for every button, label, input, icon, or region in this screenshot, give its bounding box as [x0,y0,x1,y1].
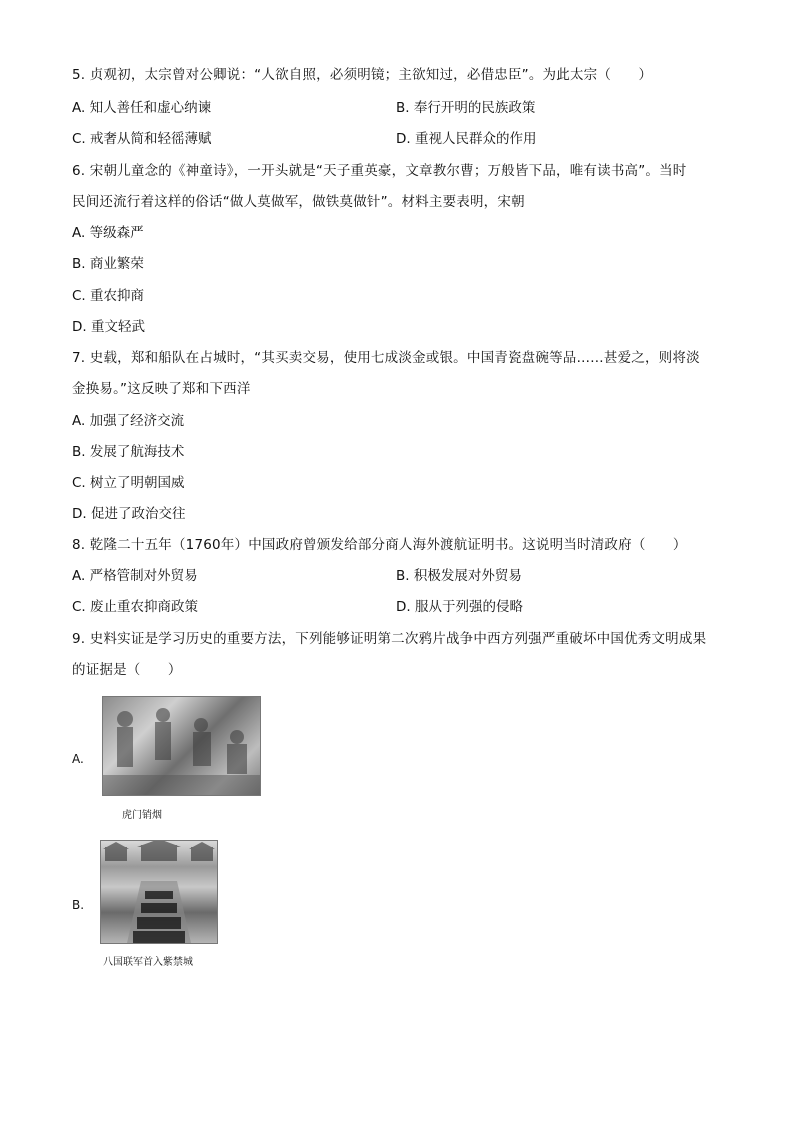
q6-option-a: A. 等级森严 [72,225,144,241]
q6-option-c: C. 重农抑商 [72,288,145,304]
q5-stem: 5. 贞观初，太宗曾对公卿说：“人欲自照，必须明镜；主欲知过，必借忠臣”。为此太宗（ ） [72,67,653,83]
q5-option-a: A. 知人善任和虚心纳谏 [72,100,212,116]
q7-stem-line1: 7. 史载，郑和船队在占城时，“其买卖交易，使用七成淡金或银。中国青瓷盘碗等品……甚爱之，则将淡 [72,350,700,366]
q9-stem-line1: 9. 史料实证是学习历史的重要方法，下列能够证明第二次鸦片战争中西方列强严重破坏中国优秀文明成果 [72,631,707,647]
q7-stem-line2: 金换易。”这反映了郑和下西洋 [72,381,251,397]
q7-option-c: C. 树立了明朝国威 [72,475,185,491]
q7-option-b: B. 发展了航海技术 [72,444,185,460]
q6-option-b: B. 商业繁荣 [72,256,144,272]
q9-option-b-label: B. [72,898,85,912]
q9-option-a-label: A. [72,752,84,766]
q6-option-d: D. 重文轻武 [72,319,145,335]
q5-option-d: D. 重视人民群众的作用 [396,131,537,147]
q9-option-a-caption: 虎门销烟 [122,810,162,821]
q8-stem: 8. 乾隆二十五年（1760年）中国政府曾颁发给部分商人海外渡航证明书。这说明当时清政府（ ） [72,537,687,553]
humen-opium-destruction-photo [102,696,261,796]
q6-stem-line1: 6. 宋朝儿童念的《神童诗》，一开头就是“天子重英豪，文章教尔曹；万般皆下品，唯有读书高”。当时 [72,163,687,179]
q7-option-d: D. 促进了政治交往 [72,506,186,522]
q5-option-b: B. 奉行开明的民族政策 [396,100,536,116]
q7-option-a: A. 加强了经济交流 [72,413,185,429]
q9-stem-line2: 的证据是（ ） [72,662,182,678]
q9-option-b-caption: 八国联军首入紫禁城 [103,957,193,968]
q5-option-c: C. 戒奢从简和轻徭薄赋 [72,131,212,147]
q8-option-a: A. 严格管制对外贸易 [72,568,198,584]
q8-option-b: B. 积极发展对外贸易 [396,568,522,584]
q6-stem-line2: 民间还流行着这样的俗话“做人莫做军，做铁莫做针”。材料主要表明，宋朝 [72,194,525,210]
q8-option-d: D. 服从于列强的侵略 [396,599,523,615]
q8-option-c: C. 废止重农抑商政策 [72,599,199,615]
forbidden-city-troops-photo [100,840,218,944]
